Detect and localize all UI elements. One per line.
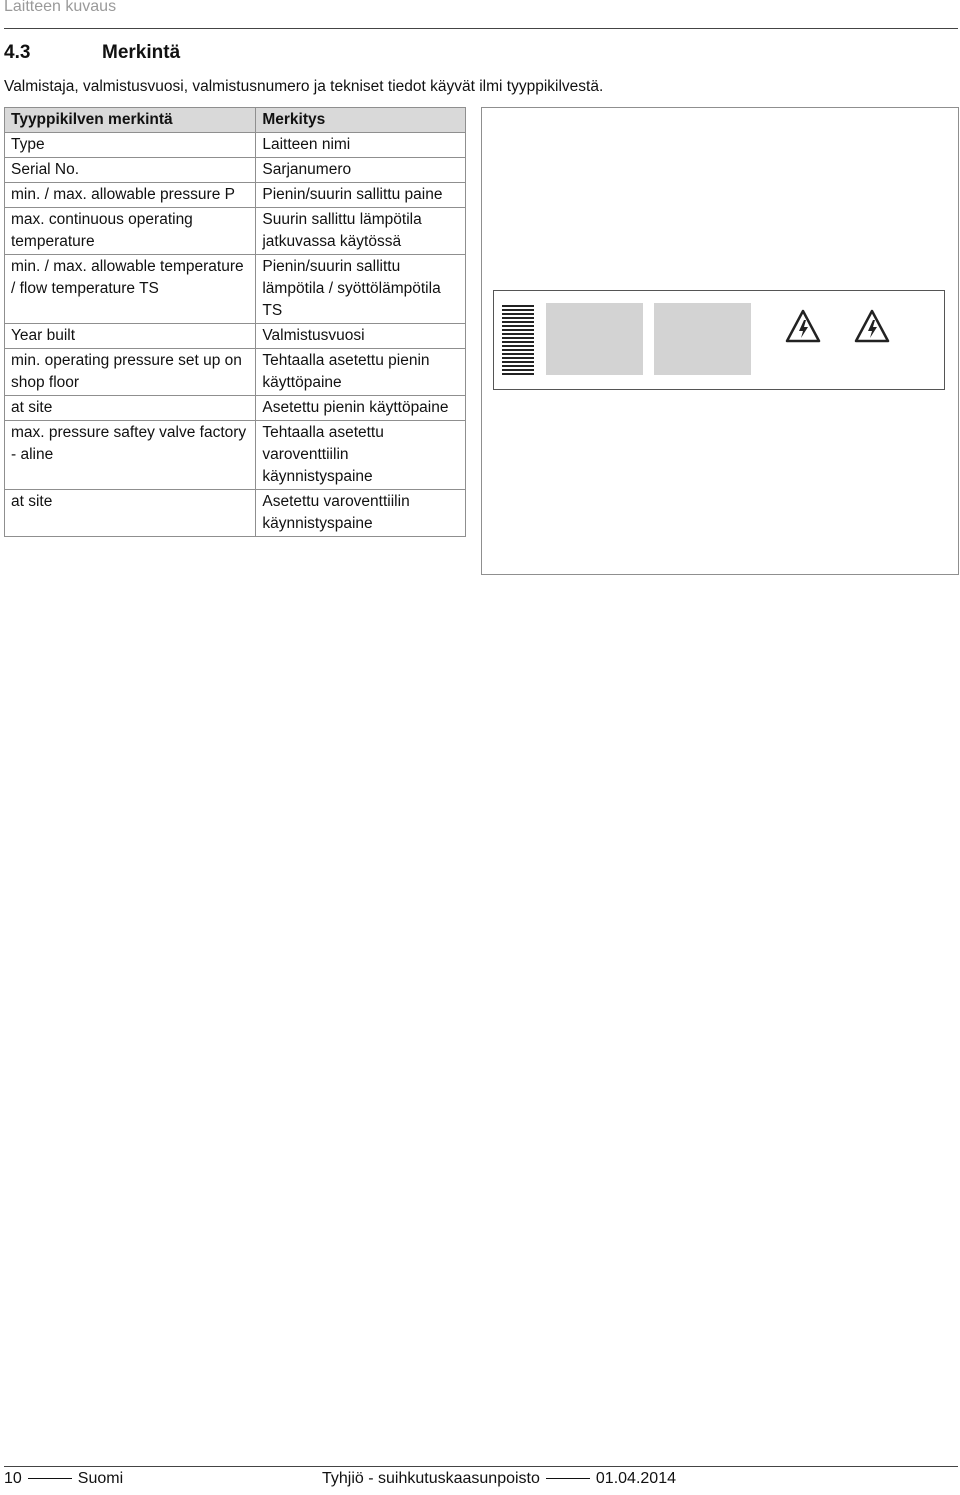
marking-cell: max. continuous operating temperature	[5, 208, 256, 255]
table-row	[5, 324, 466, 349]
section-number: 4.3	[4, 42, 31, 63]
table-row	[5, 396, 466, 421]
marking-cell: min. operating pressure set up on shop floor	[5, 349, 256, 396]
marking-cell: at site	[5, 396, 256, 421]
meaning-cell: Asetettu varoventtiilin käynnistyspaine	[256, 490, 466, 537]
table-row	[5, 208, 466, 255]
marking-cell: Type	[5, 133, 256, 158]
plate-data-field	[546, 303, 643, 375]
meaning-cell: Suurin sallittu lämpötila jatkuvassa käytössä	[256, 208, 466, 255]
footer-language: Suomi	[77, 1470, 124, 1487]
intro-paragraph: Valmistaja, valmistusvuosi, valmistusnumero ja tekniset tiedot käyvät ilmi tyyppikilvestä.	[4, 78, 604, 95]
meaning-cell: Pienin/suurin sallittu paine	[256, 183, 466, 208]
marking-cell: at site	[5, 490, 256, 537]
marking-cell: min. / max. allowable pressure P	[5, 183, 256, 208]
barcode-icon	[502, 305, 534, 377]
table-row	[5, 421, 466, 490]
column-header-meaning: Merkitys	[256, 108, 466, 133]
page-footer	[4, 1470, 676, 1488]
marking-cell: Serial No.	[5, 158, 256, 183]
footer-dash	[546, 1478, 590, 1479]
type-plate-table	[4, 107, 466, 537]
running-header: Laitteen kuvaus	[4, 0, 117, 15]
table-row	[5, 183, 466, 208]
meaning-cell: Sarjanumero	[256, 158, 466, 183]
section-heading	[4, 42, 180, 64]
marking-cell: max. pressure saftey valve factory - aline	[5, 421, 256, 490]
high-voltage-warning-icon	[785, 309, 821, 343]
high-voltage-warning-icon	[854, 309, 890, 343]
column-header-marking: Tyyppikilven merkintä	[5, 108, 256, 133]
table-row	[5, 158, 466, 183]
section-title: Merkintä	[102, 42, 181, 63]
meaning-cell: Valmistusvuosi	[256, 324, 466, 349]
page-number: 10	[4, 1470, 22, 1487]
table-row	[5, 349, 466, 396]
footer-document-info	[322, 1470, 676, 1488]
marking-cell: min. / max. allowable temperature / flow temperature TS	[5, 255, 256, 324]
plate-data-field	[654, 303, 751, 375]
footer-divider	[4, 1466, 958, 1467]
table-row	[5, 255, 466, 324]
footer-dash	[28, 1478, 72, 1479]
meaning-cell: Tehtaalla asetettu pienin käyttöpaine	[256, 349, 466, 396]
table-header-row	[5, 108, 466, 133]
type-plate-illustration	[493, 290, 945, 390]
table-row	[5, 133, 466, 158]
meaning-cell: Pienin/suurin sallittu lämpötila / syöttölämpötila TS	[256, 255, 466, 324]
table-row	[5, 490, 466, 537]
meaning-cell: Tehtaalla asetettu varoventtiilin käynnistyspaine	[256, 421, 466, 490]
footer-document-title: Tyhjiö - suihkutuskaasunpoisto	[322, 1470, 540, 1487]
header-divider	[4, 28, 958, 29]
marking-cell: Year built	[5, 324, 256, 349]
meaning-cell: Asetettu pienin käyttöpaine	[256, 396, 466, 421]
footer-date: 01.04.2014	[595, 1470, 676, 1487]
meaning-cell: Laitteen nimi	[256, 133, 466, 158]
